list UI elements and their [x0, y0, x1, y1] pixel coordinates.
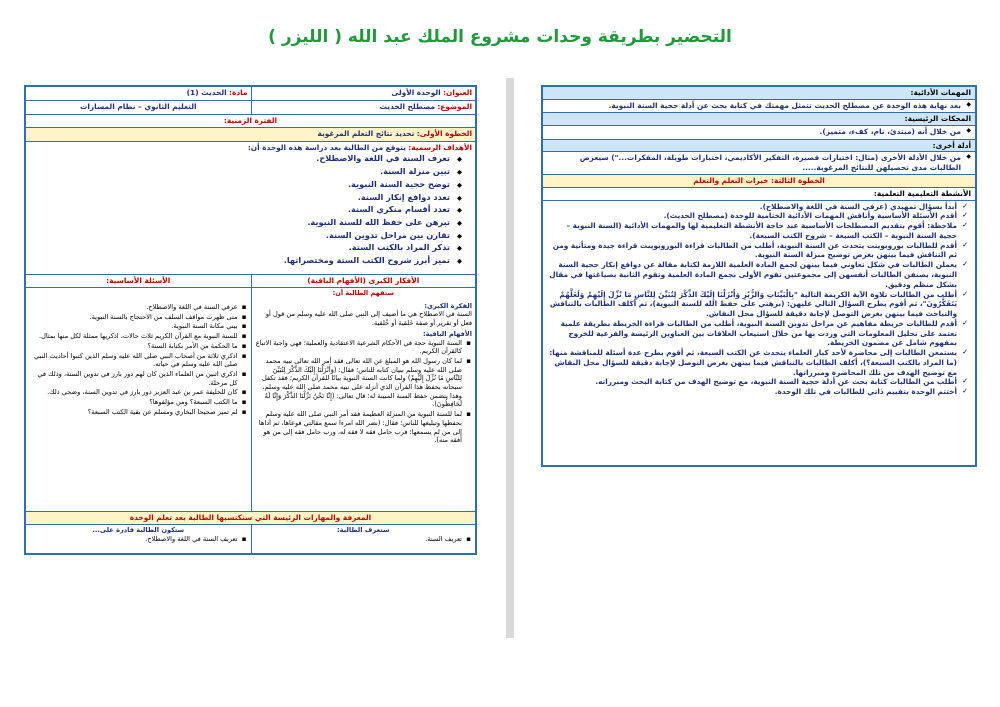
- big-idea-text: السنة في الاصطلاح هي ما أضيف إلى النبي صلى الله عليه وسلم من قول أو فعل أو تقرير أو صفة خَلقية أو خُلقية.: [265, 310, 472, 328]
- activity-item: ✓ أبدأ بسؤال تمهيدي (عرفي السنة في اللغة والاصطلاح).: [547, 202, 957, 212]
- question-item: ▪ متى ظهرت مواقف السلف من الاحتجاج بالسنة النبوية.: [29, 313, 238, 322]
- goals-label: الأهداف الرسمية:: [408, 143, 472, 152]
- tasks-title: المهمات الأدائية:: [543, 87, 975, 100]
- question-item: ▪ عرفي السنة في اللغة والاصطلاح.: [29, 303, 238, 312]
- criteria-title: المحكات الرئيسية:: [543, 113, 975, 126]
- topic-value: مصطلح الحديث: [379, 102, 435, 111]
- knowledge-skills-banner: [26, 512, 475, 525]
- question-item: ▪ كان للخليفة عمر بن عبد العزيز دور بارز في تدوين السنة، وضحي ذلك.: [29, 388, 238, 397]
- questions-list: [29, 303, 248, 416]
- address-label: العنوان:: [443, 88, 472, 97]
- other-evidence-text: ◆ من خلال الأدلة الأخرى (مثال: اختبارات قصيرة، التفكير الأكاديمي، اختبارات طويلة، المفكرات...") سيعرض الطالبات مدى تحصيلهن للنتائج المرغوبة.....: [547, 153, 961, 172]
- activity-item: ✓ يعملن الطالبات في شكل تعاوني فيما بينهن لجمع المادة العلمية اللازمة لكتابة مقالة عن دوافع إنكار حجية السنة النبوية، يصنفن الطالبات أنفسهن إلى مجموعتين تقوم الأولى بجمع المادة العلمية وتقوم الثانية بصياغتها في مقال بشكل منظم ودقيق.: [547, 260, 957, 289]
- activities-list: [547, 202, 969, 397]
- fold-divider: [506, 78, 514, 638]
- tasks-body: [543, 100, 975, 114]
- activity-item: ✓ أطلب من الطالبات كتابة بحث عن أدلة حجية السنة النبوية، مع توضيح الهدف من كتابة البحث ومبرراته.: [547, 377, 957, 387]
- big-idea-subtitle: الفكرة الكبرى:: [424, 301, 472, 310]
- other-evidence-title: أدلة أخرى:: [543, 140, 975, 153]
- activity-item: ✓ أختتم الوحدة بتقييم ذاتي للطالبات في تلك الوحدة.: [547, 387, 957, 397]
- unit-plan-sheet: [24, 85, 477, 555]
- ideas-questions-body: [26, 288, 475, 512]
- page-title: التحضير بطريقة وحدات مشروع الملك عبد الله ( الليزر ): [268, 27, 732, 47]
- step1-row: [26, 128, 475, 142]
- knowledge-intro: ستعرف الطالبة:: [337, 526, 390, 534]
- subject-label: مادة:: [229, 88, 248, 97]
- question-item: ▪ ما الحكمة من الأمر بكتابة السنة؟: [29, 342, 238, 351]
- step3-title: الخطوة الثالثة: خبرات التعلم والتعلم: [543, 175, 975, 188]
- goal-item: ◆ تعدد دوافع إنكار السنة.: [29, 191, 450, 204]
- enduring-understandings-list: [255, 339, 473, 445]
- goal-item: ◆ توضح حجية السنة النبوية.: [29, 178, 450, 191]
- topic-label: الموضوع:: [437, 102, 472, 111]
- goal-item: ◆ تقارن بين مراحل تدوين السنة.: [29, 229, 450, 242]
- step1-value: تحديد نتائج التعلم المرغوبة: [317, 129, 415, 138]
- knowledge-item: ▪ تعريف السنة.: [255, 535, 463, 544]
- question-item: ▪ اذكري ثلاثة من أصحاب النبي صلى الله عليه وسلم الذين كتبوا أحاديث النبي صلى الله عليه وسلم في حياته.: [29, 352, 238, 369]
- criteria-text: ◆ من خلال أنه (مبتدئ، نام، كفء، متميز).: [547, 127, 961, 137]
- goal-item: ◆ تعرف السنة في اللغة والاصطلاح.: [29, 152, 450, 165]
- step1-label: الخطوة الأولى:: [416, 129, 472, 138]
- time-row: [26, 115, 475, 128]
- activities-body: [543, 201, 975, 399]
- questions-label: الأسئلة الأساسية:: [106, 276, 171, 285]
- activity-item: ✓ يستمعن الطالبات إلى محاضرة لأحد كبار العلماء يتحدث عن الكتب السبعة، ثم أقوم بطرح عدة أسئلة للمناقشة منها: (ما المراد بالكتب السبعة؟)، أكلف الطالبات بالتناقش فيما بينهن بغرض التوصل لإجابة دقيقة للسؤال محل النقاش مع توضيح الهدف من تلك المحاضرة ومبرراتها.: [547, 348, 957, 377]
- knowledge-skills-body: [26, 525, 475, 555]
- header-row-1: [26, 87, 475, 101]
- big-ideas-label: الأفكار الكبرى (الأفهام الباقية): [251, 275, 476, 287]
- time-label: الفترة الزمنية:: [223, 116, 278, 125]
- subject-value: الحديث (1): [186, 88, 227, 97]
- goal-item: ◆ تبين منزلة السنة.: [29, 165, 450, 178]
- activity-item: ✓ ملاحظة: أقوم بتقديم المصطلحات الأساسية عند حاجة الأنشطة التعليمية لها والمهمات الأدائية (السنة النبوية – حجية السنة النبوية – الكتب السبعة – شروح الكتب السبعة).: [547, 221, 957, 241]
- header-row-2: [26, 101, 475, 115]
- understanding-item: ▪ السنة النبوية حجة في الأحكام الشرعية الاعتقادية والعملية؛ فهي واجبة الاتباع كالقرآن الكريم.: [255, 339, 463, 356]
- goal-item: ◆ تعدد أقسام منكري السنة.: [29, 203, 450, 216]
- goals-section: [26, 142, 475, 275]
- big-ideas-intro: ستفهم الطالبة أن:: [332, 289, 394, 297]
- goals-list: [29, 152, 472, 266]
- criteria-body: [543, 126, 975, 140]
- questions-column: [26, 288, 251, 511]
- understanding-item: ▪ لما كان رسول الله هو المبلغ عن الله تعالى فقد أمر الله تعالى نبيه محمد صلى الله عليه وسلم ببيان كتابه للناس؛ فقال: (وَأَنْزَلْنَا إِلَيْكَ الذِّكْرَ لِتُبَيِّنَ لِلنَّاسِ مَا نُزِّلَ إِلَيْهِمْ) ولما كانت السنة النبوية بيانًا للقرآن الكريم؛ فقد تكفل سبحانه بحفظ هذا القرآن الذي أنزله على نبيه محمد صلى الله عليه وسلم، وهذا يتضمن حفظ السنة المبينة له؛ قال تعالى: (إِنَّا نَحْنُ نَزَّلْنَا الذِّكْرَ وَإِنَّا لَهُ لَحَافِظُونَ).: [255, 357, 463, 409]
- question-item: ▪ للسنة النبوية مع القرآن الكريم ثلاث حالات، اذكريها ممثلة لكل منها بمثال.: [29, 332, 238, 341]
- activity-item: ✓ أقدم للطالبات خريطة مفاهيم عن مراحل تدوين السنة النبوية، أطلب من الطالبات قراءة الخريطة بطريقة علمية تعتمد على تحليل المعلومات التي وردت بها من خلال استيعاب العلاقات بين العناوين الرئيسة والفرعية للخروج بمفهوم شامل عن مضمون الخريطة.: [547, 319, 957, 348]
- ideas-questions-header: [26, 275, 475, 288]
- skills-item: ▪ تعريف السنة في اللغة والاصطلاح.: [29, 535, 238, 544]
- big-ideas-column: [251, 288, 476, 511]
- question-item: ▪ ما الكتب السبعة؟ ومن مؤلفوها؟: [29, 398, 238, 407]
- address-value: الوحدة الأولى: [391, 88, 441, 97]
- knowledge-column: [251, 525, 476, 555]
- question-item: ▪ اذكري اثنين من العلماء الذين كان لهم دور بارز في تدوين السنة، وذلك في كل مرحلة.: [29, 370, 238, 387]
- activities-title: الأنشطة التعليمية التعلمية:: [543, 188, 975, 201]
- question-item: ▪ بيني مكانة السنة النبوية.: [29, 322, 238, 331]
- tasks-text: ◆ بعد نهاية هذه الوحدة عن مصطلح الحديث تتمثل مهمتك في كتابة بحث عن أدلة حجية السنة النبوية.: [547, 101, 961, 111]
- question-item: ▪ لم تميز صحيحا البخاري ومسلم عن بقية الكتب السبعة؟: [29, 408, 238, 417]
- enduring-understandings-subtitle: الأفهام الباقية:: [423, 329, 472, 338]
- goal-item: ◆ تذكر المراد بالكتب الستة.: [29, 241, 450, 254]
- assessment-activities-sheet: [541, 85, 977, 467]
- knowledge-skills-title: المعرفة والمهارات الرئيسة التي ستكتسبها الطالبة بعد تعلم الوحدة: [129, 513, 372, 522]
- goal-item: ◆ تميز أبرز شروح الكتب الستة ومختصراتها.: [29, 254, 450, 267]
- understanding-item: ▪ لما للسنة النبوية من المنزلة العظيمة فقد أمر النبي صلى الله عليه وسلم بحفظها وتبليغها للناس؛ فقال: (نضر الله امرءا سمع مقالتي فوعاها، ثم أداها إلى من لم يسمعها؛ فرب حامل فقه لا فقه له، ورب حامل فقه إلى من هو أفقه منه).: [255, 410, 463, 445]
- other-evidence-body: [543, 152, 975, 175]
- goal-item: ◆ تبرهن على حفظ الله للسنة النبوية.: [29, 216, 450, 229]
- goals-intro: يتوقع من الطالبة بعد دراسة هذه الوحدة أن:: [247, 143, 406, 152]
- level-value: التعليم الثانوي – نظام المسارات: [79, 102, 197, 111]
- activity-item: ✓ أطلب من الطالبات تلاوة الآية الكريمة التالية "بِالْبَيِّنَاتِ وَالزُّبُرِ وَأَنْزَلْنَا إِلَيْكَ الذِّكْرَ لِتُبَيِّنَ لِلنَّاسِ مَا نُزِّلَ إِلَيْهِمْ وَلَعَلَّهُمْ يَتَفَكَّرُونَ"، ثم أقوم بطرح السؤال التالي عليهن: (برهني على حفظ الله للسنة النبوية)، ثم أكلف الطالبات بالتناقش والتباحث فيما بينهن بغرض التوصل لإجابة دقيقة للسؤال محل النقاش.: [547, 290, 957, 319]
- activity-item: ✓ أقدم الأسئلة الأساسية وأناقش المهمات الأدائية الختامية للوحدة (مصطلح الحديث).: [547, 211, 957, 221]
- skills-intro: ستكون الطالبة قادرة على...: [92, 526, 185, 534]
- skills-column: [26, 525, 251, 555]
- activity-item: ✓ أقدم للطالبات بوروبوينت يتحدث عن السنة النبوية، أطلب من الطالبات قراءة البوروبوينت قراءة جيدة ومتأنية ومن ثم التناقش فيما بينهن بغرض توضيح منزلة السنة النبوية.: [547, 241, 957, 261]
